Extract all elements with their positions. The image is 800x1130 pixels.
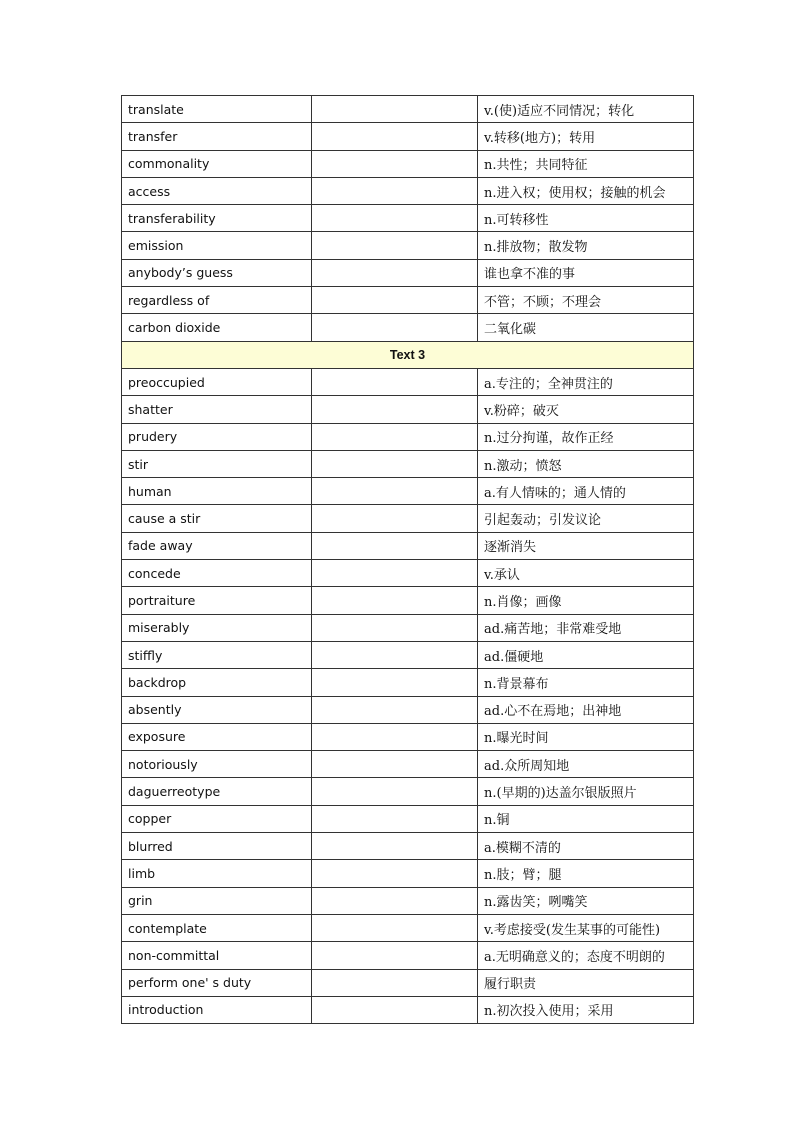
note-cell [312,232,478,259]
table-row [122,805,694,832]
note-cell [312,614,478,641]
table-row [122,833,694,860]
meaning-cell: ad.痛苦地；非常难受地 [478,614,694,641]
word-cell: carbon dioxide [122,314,312,341]
word-cell: grin [122,887,312,914]
note-cell [312,177,478,204]
table-row [122,259,694,286]
word-cell: regardless of [122,287,312,314]
note-cell [312,560,478,587]
word-cell: anybody’s guess [122,259,312,286]
note-cell [312,450,478,477]
table-row [122,450,694,477]
table-row [122,478,694,505]
note-cell [312,805,478,832]
note-cell [312,914,478,941]
meaning-cell: n.进入权；使用权；接触的机会 [478,177,694,204]
word-cell: transfer [122,123,312,150]
word-cell: human [122,478,312,505]
note-cell [312,996,478,1023]
table-row [122,942,694,969]
note-cell [312,778,478,805]
word-cell: preoccupied [122,368,312,395]
word-cell: stiffly [122,641,312,668]
word-cell: fade away [122,532,312,559]
word-cell: blurred [122,833,312,860]
table-row [122,96,694,123]
table-row [122,914,694,941]
table-row [122,505,694,532]
meaning-cell: n.(早期的)达盖尔银版照片 [478,778,694,805]
meaning-cell: ad.僵硬地 [478,641,694,668]
table-row [122,123,694,150]
note-cell [312,669,478,696]
table-row [122,723,694,750]
meaning-cell: a.模糊不清的 [478,833,694,860]
vocabulary-table [121,95,694,1024]
word-cell: introduction [122,996,312,1023]
word-cell: commonality [122,150,312,177]
table-row [122,751,694,778]
word-cell: transferability [122,205,312,232]
vocabulary-table-body [122,96,694,1024]
word-cell: backdrop [122,669,312,696]
word-cell: miserably [122,614,312,641]
meaning-cell: n.曝光时间 [478,723,694,750]
table-row [122,696,694,723]
word-cell: emission [122,232,312,259]
note-cell [312,150,478,177]
table-row [122,669,694,696]
table-row [122,778,694,805]
word-cell: absently [122,696,312,723]
note-cell [312,314,478,341]
table-row [122,368,694,395]
meaning-cell: a.专注的；全神贯注的 [478,368,694,395]
word-cell: shatter [122,396,312,423]
note-cell [312,860,478,887]
meaning-cell: n.初次投入使用；采用 [478,996,694,1023]
note-cell [312,368,478,395]
word-cell: cause a stir [122,505,312,532]
word-cell: portraiture [122,587,312,614]
note-cell [312,478,478,505]
note-cell [312,532,478,559]
meaning-cell: v.粉碎；破灭 [478,396,694,423]
meaning-cell: n.铜 [478,805,694,832]
note-cell [312,287,478,314]
word-cell: concede [122,560,312,587]
table-row [122,614,694,641]
word-cell: contemplate [122,914,312,941]
table-row [122,560,694,587]
meaning-cell: n.过分拘谨，故作正经 [478,423,694,450]
section-title: Text 3 [122,341,694,368]
meaning-cell: 二氧化碳 [478,314,694,341]
table-row [122,287,694,314]
table-row [122,641,694,668]
note-cell [312,696,478,723]
meaning-cell: n.排放物；散发物 [478,232,694,259]
note-cell [312,259,478,286]
table-row [122,996,694,1023]
note-cell [312,751,478,778]
table-row [122,532,694,559]
meaning-cell: n.露齿笑；咧嘴笑 [478,887,694,914]
table-row [122,177,694,204]
meaning-cell: n.肢；臂；腿 [478,860,694,887]
table-row [122,860,694,887]
meaning-cell: 逐渐消失 [478,532,694,559]
word-cell: stir [122,450,312,477]
word-cell: non-committal [122,942,312,969]
meaning-cell: n.激动；愤怒 [478,450,694,477]
note-cell [312,723,478,750]
table-row [122,887,694,914]
meaning-cell: a.无明确意义的；态度不明朗的 [478,942,694,969]
word-cell: prudery [122,423,312,450]
meaning-cell: a.有人情味的；通人情的 [478,478,694,505]
table-row [122,396,694,423]
meaning-cell: 谁也拿不准的事 [478,259,694,286]
note-cell [312,587,478,614]
word-cell: translate [122,96,312,123]
meaning-cell: n.肖像；画像 [478,587,694,614]
table-row [122,423,694,450]
table-row [122,969,694,996]
meaning-cell: ad.众所周知地 [478,751,694,778]
note-cell [312,205,478,232]
meaning-cell: ad.心不在焉地；出神地 [478,696,694,723]
note-cell [312,123,478,150]
note-cell [312,96,478,123]
table-row [122,205,694,232]
word-cell: copper [122,805,312,832]
meaning-cell: 履行职责 [478,969,694,996]
meaning-cell: n.可转移性 [478,205,694,232]
word-cell: perform one' s duty [122,969,312,996]
note-cell [312,505,478,532]
meaning-cell: v.(使)适应不同情况；转化 [478,96,694,123]
word-cell: exposure [122,723,312,750]
meaning-cell: n.共性；共同特征 [478,150,694,177]
table-row [122,232,694,259]
note-cell [312,969,478,996]
word-cell: daguerreotype [122,778,312,805]
table-row [122,314,694,341]
word-cell: limb [122,860,312,887]
note-cell [312,942,478,969]
note-cell [312,887,478,914]
note-cell [312,423,478,450]
meaning-cell: v.转移(地方)；转用 [478,123,694,150]
meaning-cell: 不管；不顾；不理会 [478,287,694,314]
note-cell [312,833,478,860]
table-row [122,587,694,614]
meaning-cell: 引起轰动；引发议论 [478,505,694,532]
section-header-row [122,341,694,368]
table-row [122,150,694,177]
word-cell: notoriously [122,751,312,778]
meaning-cell: n.背景幕布 [478,669,694,696]
meaning-cell: v.承认 [478,560,694,587]
note-cell [312,641,478,668]
note-cell [312,396,478,423]
meaning-cell: v.考虑接受(发生某事的可能性) [478,914,694,941]
word-cell: access [122,177,312,204]
